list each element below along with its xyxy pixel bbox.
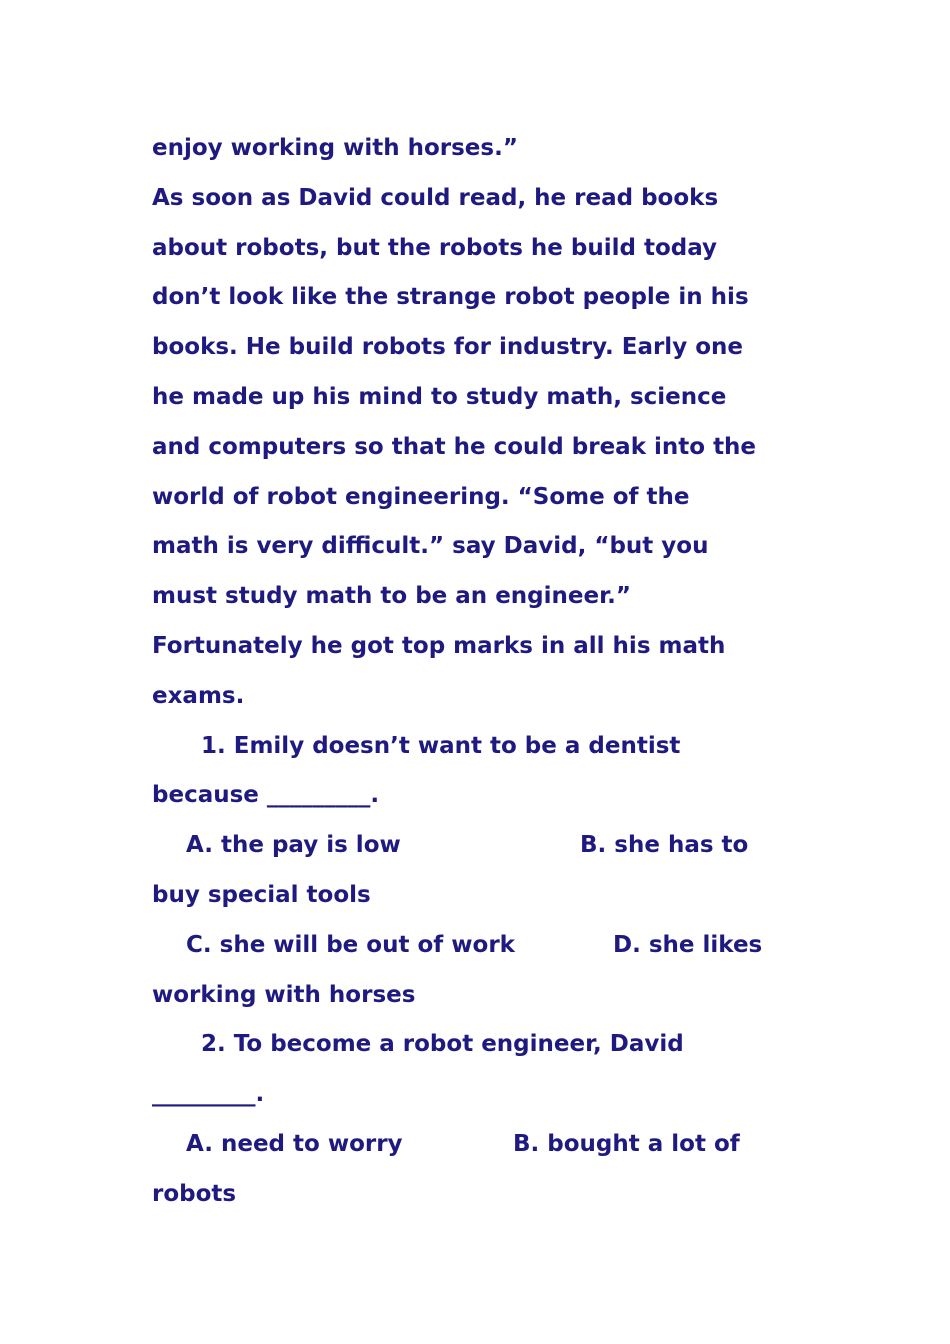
question-1-option-c: C. she will be out of work <box>186 931 515 958</box>
question-2-stem-continued: _________. <box>152 1081 265 1108</box>
question-2-options-ab <box>152 1120 832 1170</box>
passage-line: don’t look like the strange robot people in his <box>152 284 749 311</box>
question-1-option-b: B. she has to <box>580 832 749 859</box>
question-1-option-b-continued: buy special tools <box>152 881 371 908</box>
passage-line: enjoy working with horses.” <box>152 135 518 161</box>
question-1-option-d-continued: working with horses <box>152 981 416 1008</box>
passage-line: about robots, but the robots he build today <box>152 234 718 261</box>
question-2-option-b: B. bought a lot of <box>513 1130 740 1157</box>
passage-line: As soon as David could read, he read books <box>152 184 719 211</box>
question-1-option-a: A. the pay is low <box>186 832 401 859</box>
passage-line: Fortunately he got top marks in all his math <box>152 632 726 659</box>
passage-line: world of robot engineering. “Some of the <box>152 483 690 510</box>
passage-line: math is very difficult.” say David, “but you <box>152 533 709 560</box>
passage-line: and computers so that he could break into the <box>152 433 757 460</box>
passage-line: must study math to be an engineer.” <box>152 583 632 610</box>
question-1-stem: 1. Emily doesn’t want to be a dentist <box>201 732 681 759</box>
passage-line: books. He build robots for industry. Early one <box>152 334 743 361</box>
question-2-option-a: A. need to worry <box>186 1130 403 1157</box>
passage-line: exams. <box>152 682 245 709</box>
passage-line: he made up his mind to study math, science <box>152 383 727 410</box>
question-1-options-ab <box>152 821 832 871</box>
question-2-stem: 2. To become a robot engineer, David <box>201 1031 684 1058</box>
question-1-stem-continued: because _________. <box>152 782 380 809</box>
question-1-option-d: D. she likes <box>613 931 763 958</box>
question-2-option-b-continued: robots <box>152 1180 237 1207</box>
question-1-options-cd <box>152 921 832 971</box>
document-body <box>152 124 832 1220</box>
